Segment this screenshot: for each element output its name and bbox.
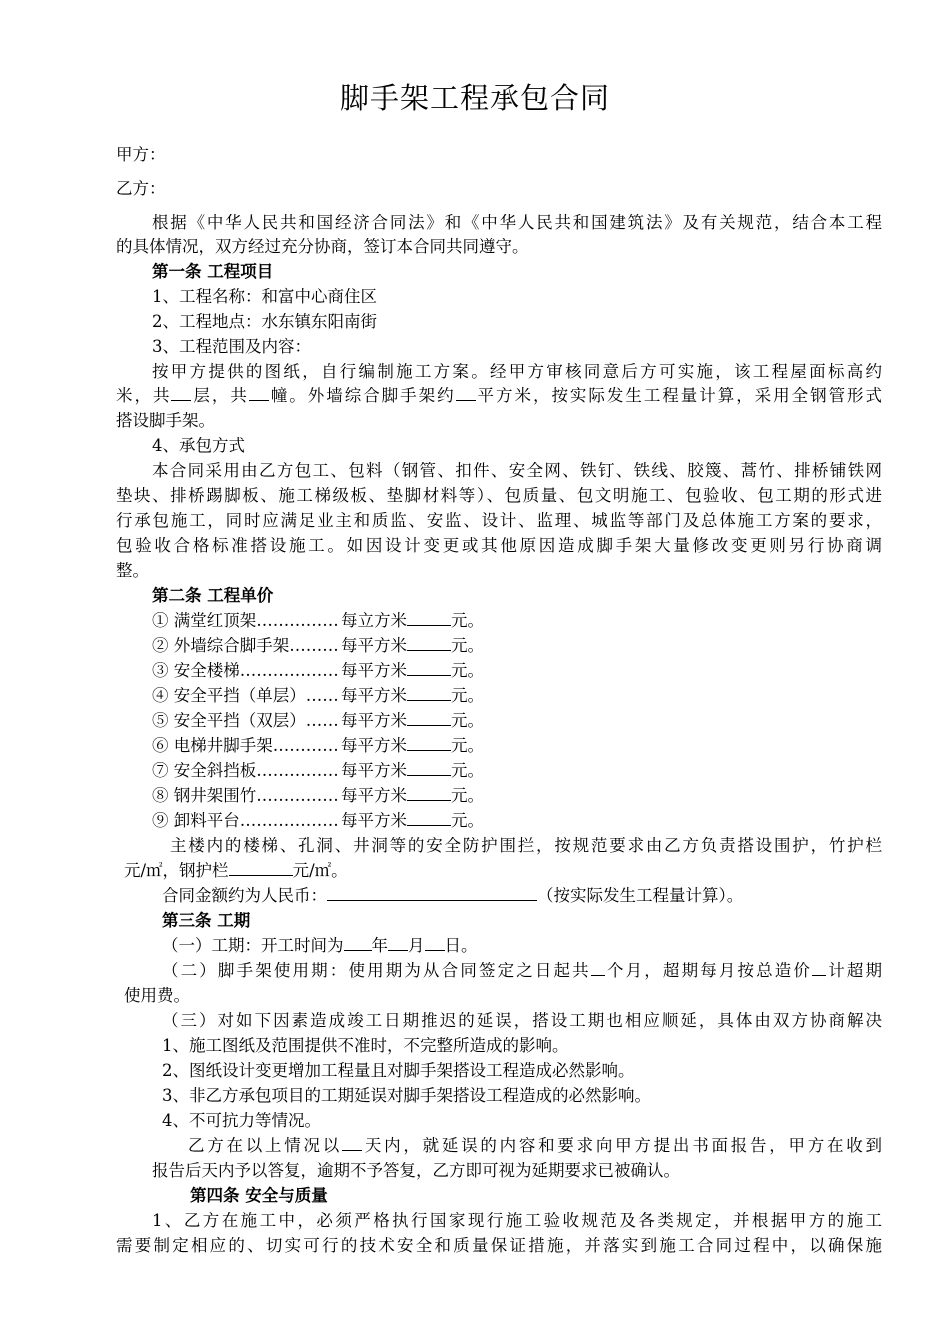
price-item-yuan: 元。 <box>451 636 484 655</box>
mode-line-1: 本合同采用由乙方包工、包料（钢管、扣件、安全网、铁钉、铁线、胶篾、蒿竹、排桥铺铁网 <box>152 461 882 480</box>
mode-line-5: 整。 <box>116 561 149 580</box>
price-item <box>152 784 484 808</box>
usage-text-a: （二）脚手架使用期：使用期为从合同签定之日起共 <box>162 961 591 980</box>
price-item-yuan: 元。 <box>451 661 484 680</box>
amount-note: （按实际发生工程量计算）。 <box>537 886 744 905</box>
price-item-yuan: 元。 <box>451 686 484 705</box>
scope-line-1: 按甲方提供的图纸，自行编制施工方案。经甲方审核同意后方可实施，该工程屋面标高约 <box>152 362 882 381</box>
project-name: 1、工程名称：和富中心商住区 <box>152 287 377 306</box>
price-blank[interactable] <box>407 735 451 751</box>
usage-months-blank[interactable] <box>591 960 605 976</box>
guard-line-2 <box>124 859 348 883</box>
intro-line-1: 根据《中华人民共和国经济合同法》和《中华人民共和国建筑法》及有关规范，结合本工程 <box>152 213 882 232</box>
report-line-1 <box>188 1134 882 1158</box>
project-location: 2、工程地点：水东镇东阳南街 <box>152 312 377 331</box>
overdue-rate-blank[interactable] <box>812 960 826 976</box>
price-item-name: ④ 安全平挡（单层）…… <box>152 686 339 705</box>
article-3-heading: 第三条 工期 <box>162 911 251 930</box>
price-blank[interactable] <box>407 610 451 626</box>
usage-text-c: 计超期 <box>826 961 883 980</box>
price-item-unit: 每平方米 <box>341 636 407 655</box>
party-a-label: 甲方： <box>116 145 166 164</box>
price-item-yuan: 元。 <box>451 736 484 755</box>
floors-blank[interactable] <box>171 385 191 401</box>
delay-item: 2、图纸设计变更增加工程量且对脚手架搭设工程造成必然影响。 <box>162 1061 635 1080</box>
price-item-yuan: 元。 <box>451 611 484 630</box>
delay-clause: （三）对如下因素造成竣工日期推迟的延误，搭设工期也相应顺延，具体由双方协商解决 <box>162 1011 882 1030</box>
price-item <box>152 734 484 758</box>
price-item <box>152 759 484 783</box>
area-blank[interactable] <box>456 385 476 401</box>
schedule-start-line <box>162 934 478 958</box>
article-4-heading: 第四条 安全与质量 <box>190 1186 328 1205</box>
start-month-blank[interactable] <box>388 935 408 951</box>
safety-line-1: 1、乙方在施工中，必须严格执行国家现行施工验收规范及各类规定，并根据甲方的施工 <box>152 1211 882 1230</box>
price-item-name: ② 外墙综合脚手架……… <box>152 636 339 655</box>
mode-line-3: 行承包施工，同时应满足业主和质监、安监、设计、监理、城监等部门及总体施工方案的要求， <box>116 511 882 530</box>
scope-text-a: 米，共 <box>116 386 172 405</box>
delay-item: 4、不可抗力等情况。 <box>162 1111 321 1130</box>
price-item-name: ⑤ 安全平挡（双层）…… <box>152 711 339 730</box>
price-blank[interactable] <box>407 660 451 676</box>
safety-line-2: 需要制定相应的、切实可行的技术安全和质量保证措施，并落实到施工合同过程中，以确保施 <box>116 1236 882 1255</box>
price-blank[interactable] <box>407 635 451 651</box>
document-title: 脚手架工程承包合同 <box>339 81 610 115</box>
intro-line-2: 的具体情况，双方经过充分协商，签订本合同共同遵守。 <box>116 237 529 256</box>
price-blank[interactable] <box>407 685 451 701</box>
start-year-blank[interactable] <box>344 935 372 951</box>
scope-line-2 <box>116 384 882 408</box>
mode-line-2: 垫块、排桥踢脚板、施工梯级板、垫脚材料等）、包质量、包文明施工、包验收、包工期的形式进 <box>116 486 882 505</box>
article-2-heading: 第二条 工程单价 <box>152 586 274 605</box>
price-item <box>152 709 484 733</box>
price-item-yuan: 元。 <box>451 786 484 805</box>
guard-line-1: 主楼内的楼梯、孔洞、井洞等的安全防护围拦，按规范要求由乙方负责搭设围护，竹护栏 <box>170 836 882 855</box>
price-item-yuan: 元。 <box>451 811 484 830</box>
price-item <box>152 634 484 658</box>
price-item-name: ① 满堂红顶架…………… <box>152 611 339 630</box>
report-line-2: 报告后天内予以答复，逾期不予答复，乙方即可视为延期要求已被确认。 <box>152 1161 680 1180</box>
price-item-name: ⑥ 电梯井脚手架………… <box>152 736 339 755</box>
price-blank[interactable] <box>407 710 451 726</box>
price-item-name: ⑨ 卸料平台……………… <box>152 811 339 830</box>
article-1-heading: 第一条 工程项目 <box>152 262 274 281</box>
price-blank[interactable] <box>407 810 451 826</box>
usage-period-line <box>162 959 882 983</box>
mode-line-4: 包验收合格标准搭设施工。如因设计变更或其他原因造成脚手架大量修改变更则另行协商调 <box>116 536 882 555</box>
scope-text-c: 幢。外墙综合脚手架约 <box>268 386 456 405</box>
price-item-unit: 每平方米 <box>341 661 407 680</box>
price-item <box>152 809 484 833</box>
start-text-a: （一）工期：开工时间为 <box>162 936 344 955</box>
scope-text-d: 平方米，按实际发生工程量计算，采用全钢管形式 <box>475 386 883 405</box>
price-item-unit: 每平方米 <box>341 786 407 805</box>
price-item <box>152 609 484 633</box>
price-blank[interactable] <box>407 760 451 776</box>
price-item-yuan: 元。 <box>451 711 484 730</box>
report-days-blank[interactable] <box>342 1135 362 1151</box>
price-item <box>152 659 484 683</box>
usage-period-line-2: 使用费。 <box>124 986 190 1005</box>
delay-item: 1、施工图纸及范围提供不准时，不完整所造成的影响。 <box>162 1036 569 1055</box>
start-text-c: 月 <box>408 936 425 955</box>
guard-text-a: 元/㎡，钢护栏 <box>124 861 229 880</box>
price-item-unit: 每平方米 <box>341 761 407 780</box>
price-item-name: ⑧ 钢井架围竹…………… <box>152 786 339 805</box>
start-text-b: 年 <box>371 936 388 955</box>
steel-guard-price-blank[interactable] <box>229 860 293 876</box>
scope-heading: 3、工程范围及内容： <box>152 337 311 356</box>
contract-mode-heading: 4、承包方式 <box>152 436 245 455</box>
price-item-unit: 每平方米 <box>341 711 407 730</box>
price-item-yuan: 元。 <box>451 761 484 780</box>
scope-text-b: 层，共 <box>191 386 249 405</box>
price-item-unit: 每平方米 <box>341 736 407 755</box>
start-day-blank[interactable] <box>425 935 445 951</box>
start-text-d: 日。 <box>444 936 478 955</box>
party-b-label: 乙方： <box>116 179 166 198</box>
report-text-a: 乙方在以上情况以 <box>188 1136 343 1155</box>
delay-item: 3、非乙方承包项目的工期延误对脚手架搭设工程造成的必然影响。 <box>162 1086 651 1105</box>
price-item-unit: 每平方米 <box>341 686 407 705</box>
price-item-name: ③ 安全楼梯……………… <box>152 661 339 680</box>
amount-label: 合同金额约为人民币： <box>162 886 327 905</box>
contract-amount-blank[interactable] <box>327 885 537 901</box>
usage-text-b: 个月，超期每月按总造价 <box>604 961 813 980</box>
scope-line-3: 搭设脚手架。 <box>116 411 215 430</box>
price-item-unit: 每平方米 <box>341 811 407 830</box>
report-text-b: 天内，就延误的内容和要求向甲方提出书面报告，甲方在收到 <box>362 1136 883 1155</box>
buildings-blank[interactable] <box>249 385 269 401</box>
price-item <box>152 684 484 708</box>
contract-amount-line <box>162 884 743 908</box>
price-item-unit: 每立方米 <box>341 611 407 630</box>
price-blank[interactable] <box>407 785 451 801</box>
price-item-name: ⑦ 安全斜挡板…………… <box>152 761 339 780</box>
guard-text-b: 元/㎡。 <box>292 861 348 880</box>
